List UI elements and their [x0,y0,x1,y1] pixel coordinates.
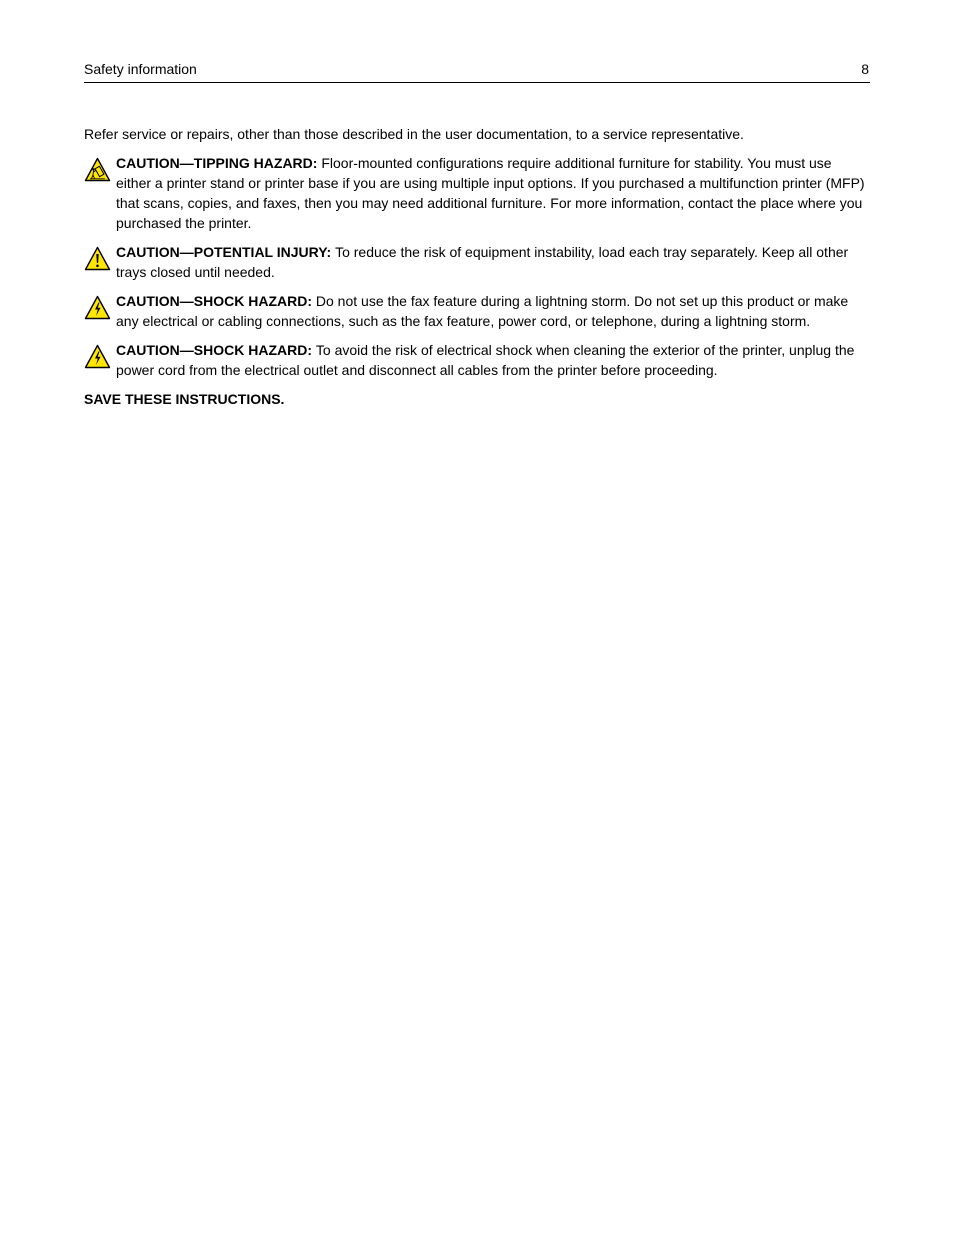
potential-injury-icon [84,246,111,271]
caution-text: Do not use the fax feature during a lightning storm. Do not set up this product or make any electrical or cabling connections, such as the fax feature, power cord, or telephone, during a lightning storm. [116,293,849,329]
caution-text: To avoid the risk of electrical shock when cleaning the exterior of the printer, unplug the power cord from the electrical outlet and disconnect all cables from the printer before proceeding. [116,342,855,378]
caution-label: CAUTION—POTENTIAL INJURY: [116,244,336,260]
caution-text: Floor-mounted configurations require additional furniture for stability. You must use either a printer stand or printer base if you are using multiple input options. If you purchased a multifunction printer (MFP) that scans, copies, and faxes, then you may need additional furniture. For more information, contact the place where you purchased the printer. [116,155,865,231]
save-instructions-note: SAVE THESE INSTRUCTIONS. [84,391,285,407]
page-content [84,124,870,409]
shock-hazard-icon [84,344,111,369]
section-title: Safety information [84,61,197,77]
caution-shock-hazard [84,291,870,331]
caution-tipping-hazard [84,153,870,233]
caution-label: CAUTION—TIPPING HAZARD: [116,155,322,171]
caution-text: To reduce the risk of equipment instability, load each tray separately. Keep all other trays closed until needed. [116,244,849,280]
page-header [84,61,870,83]
caution-label: CAUTION—SHOCK HAZARD: [116,342,316,358]
caution-shock-hazard [84,340,870,380]
intro-paragraph: Refer service or repairs, other than those described in the user documentation, to a service representative. [84,126,744,142]
caution-label: CAUTION—SHOCK HAZARD: [116,293,316,309]
shock-hazard-icon [84,295,111,320]
caution-potential-injury [84,242,870,282]
page-number: 8 [861,61,869,77]
tipping-hazard-icon [84,157,111,182]
